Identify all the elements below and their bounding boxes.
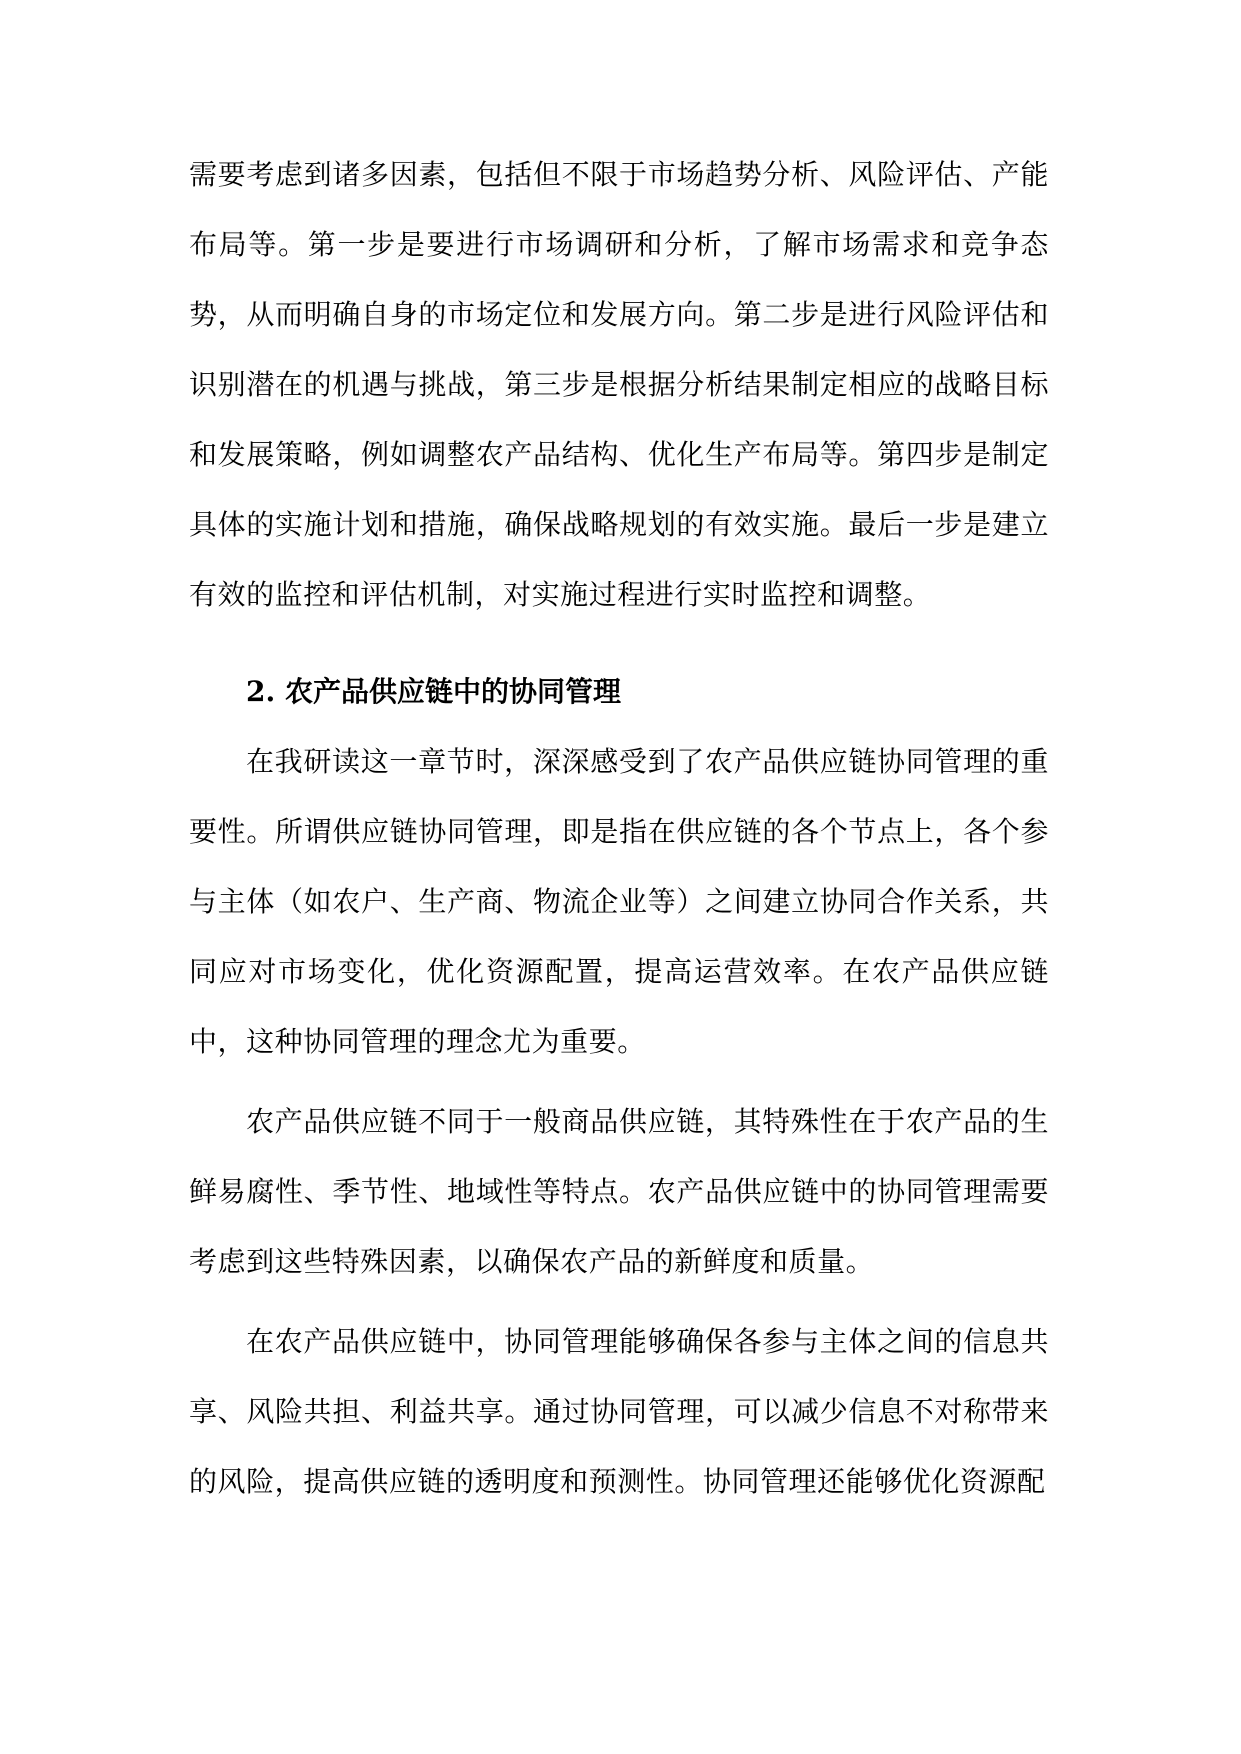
document-page <box>189 140 1049 1517</box>
paragraph-2: 农产品供应链不同于一般商品供应链，其特殊性在于农产品的生鲜易腐性、季节性、地域性等特点。农产品供应链中的协同管理需要考虑到这些特殊因素，以确保农产品的新鲜度和质量。 <box>189 1105 1049 1278</box>
paragraph-3: 在农产品供应链中，协同管理能够确保各参与主体之间的信息共享、风险共担、利益共享。通过协同管理，可以减少信息不对称带来的风险，提高供应链的透明度和预测性。协同管理还能够优化资源配 <box>189 1325 1049 1498</box>
paragraph-1: 在我研读这一章节时，深深感受到了农产品供应链协同管理的重要性。所谓供应链协同管理，即是指在供应链的各个节点上，各个参与主体（如农户、生产商、物流企业等）之间建立协同合作关系，共同应对市场变化，优化资源配置，提高运营效率。在农产品供应链中，这种协同管理的理念尤为重要。 <box>189 745 1049 1058</box>
section-heading: 2. 农产品供应链中的协同管理 <box>246 675 621 708</box>
paragraph-intro-continuation: 需要考虑到诸多因素，包括但不限于市场趋势分析、风险评估、产能布局等。第一步是要进行市场调研和分析，了解市场需求和竞争态势，从而明确自身的市场定位和发展方向。第二步是进行风险评估和识别潜在的机遇与挑战，第三步是根据分析结果制定相应的战略目标和发展策略，例如调整农产品结构、优化生产布局等。第四步是制定具体的实施计划和措施，确保战略规划的有效实施。最后一步是建立有效的监控和评估机制，对实施过程进行实时监控和调整。 <box>189 158 1049 611</box>
